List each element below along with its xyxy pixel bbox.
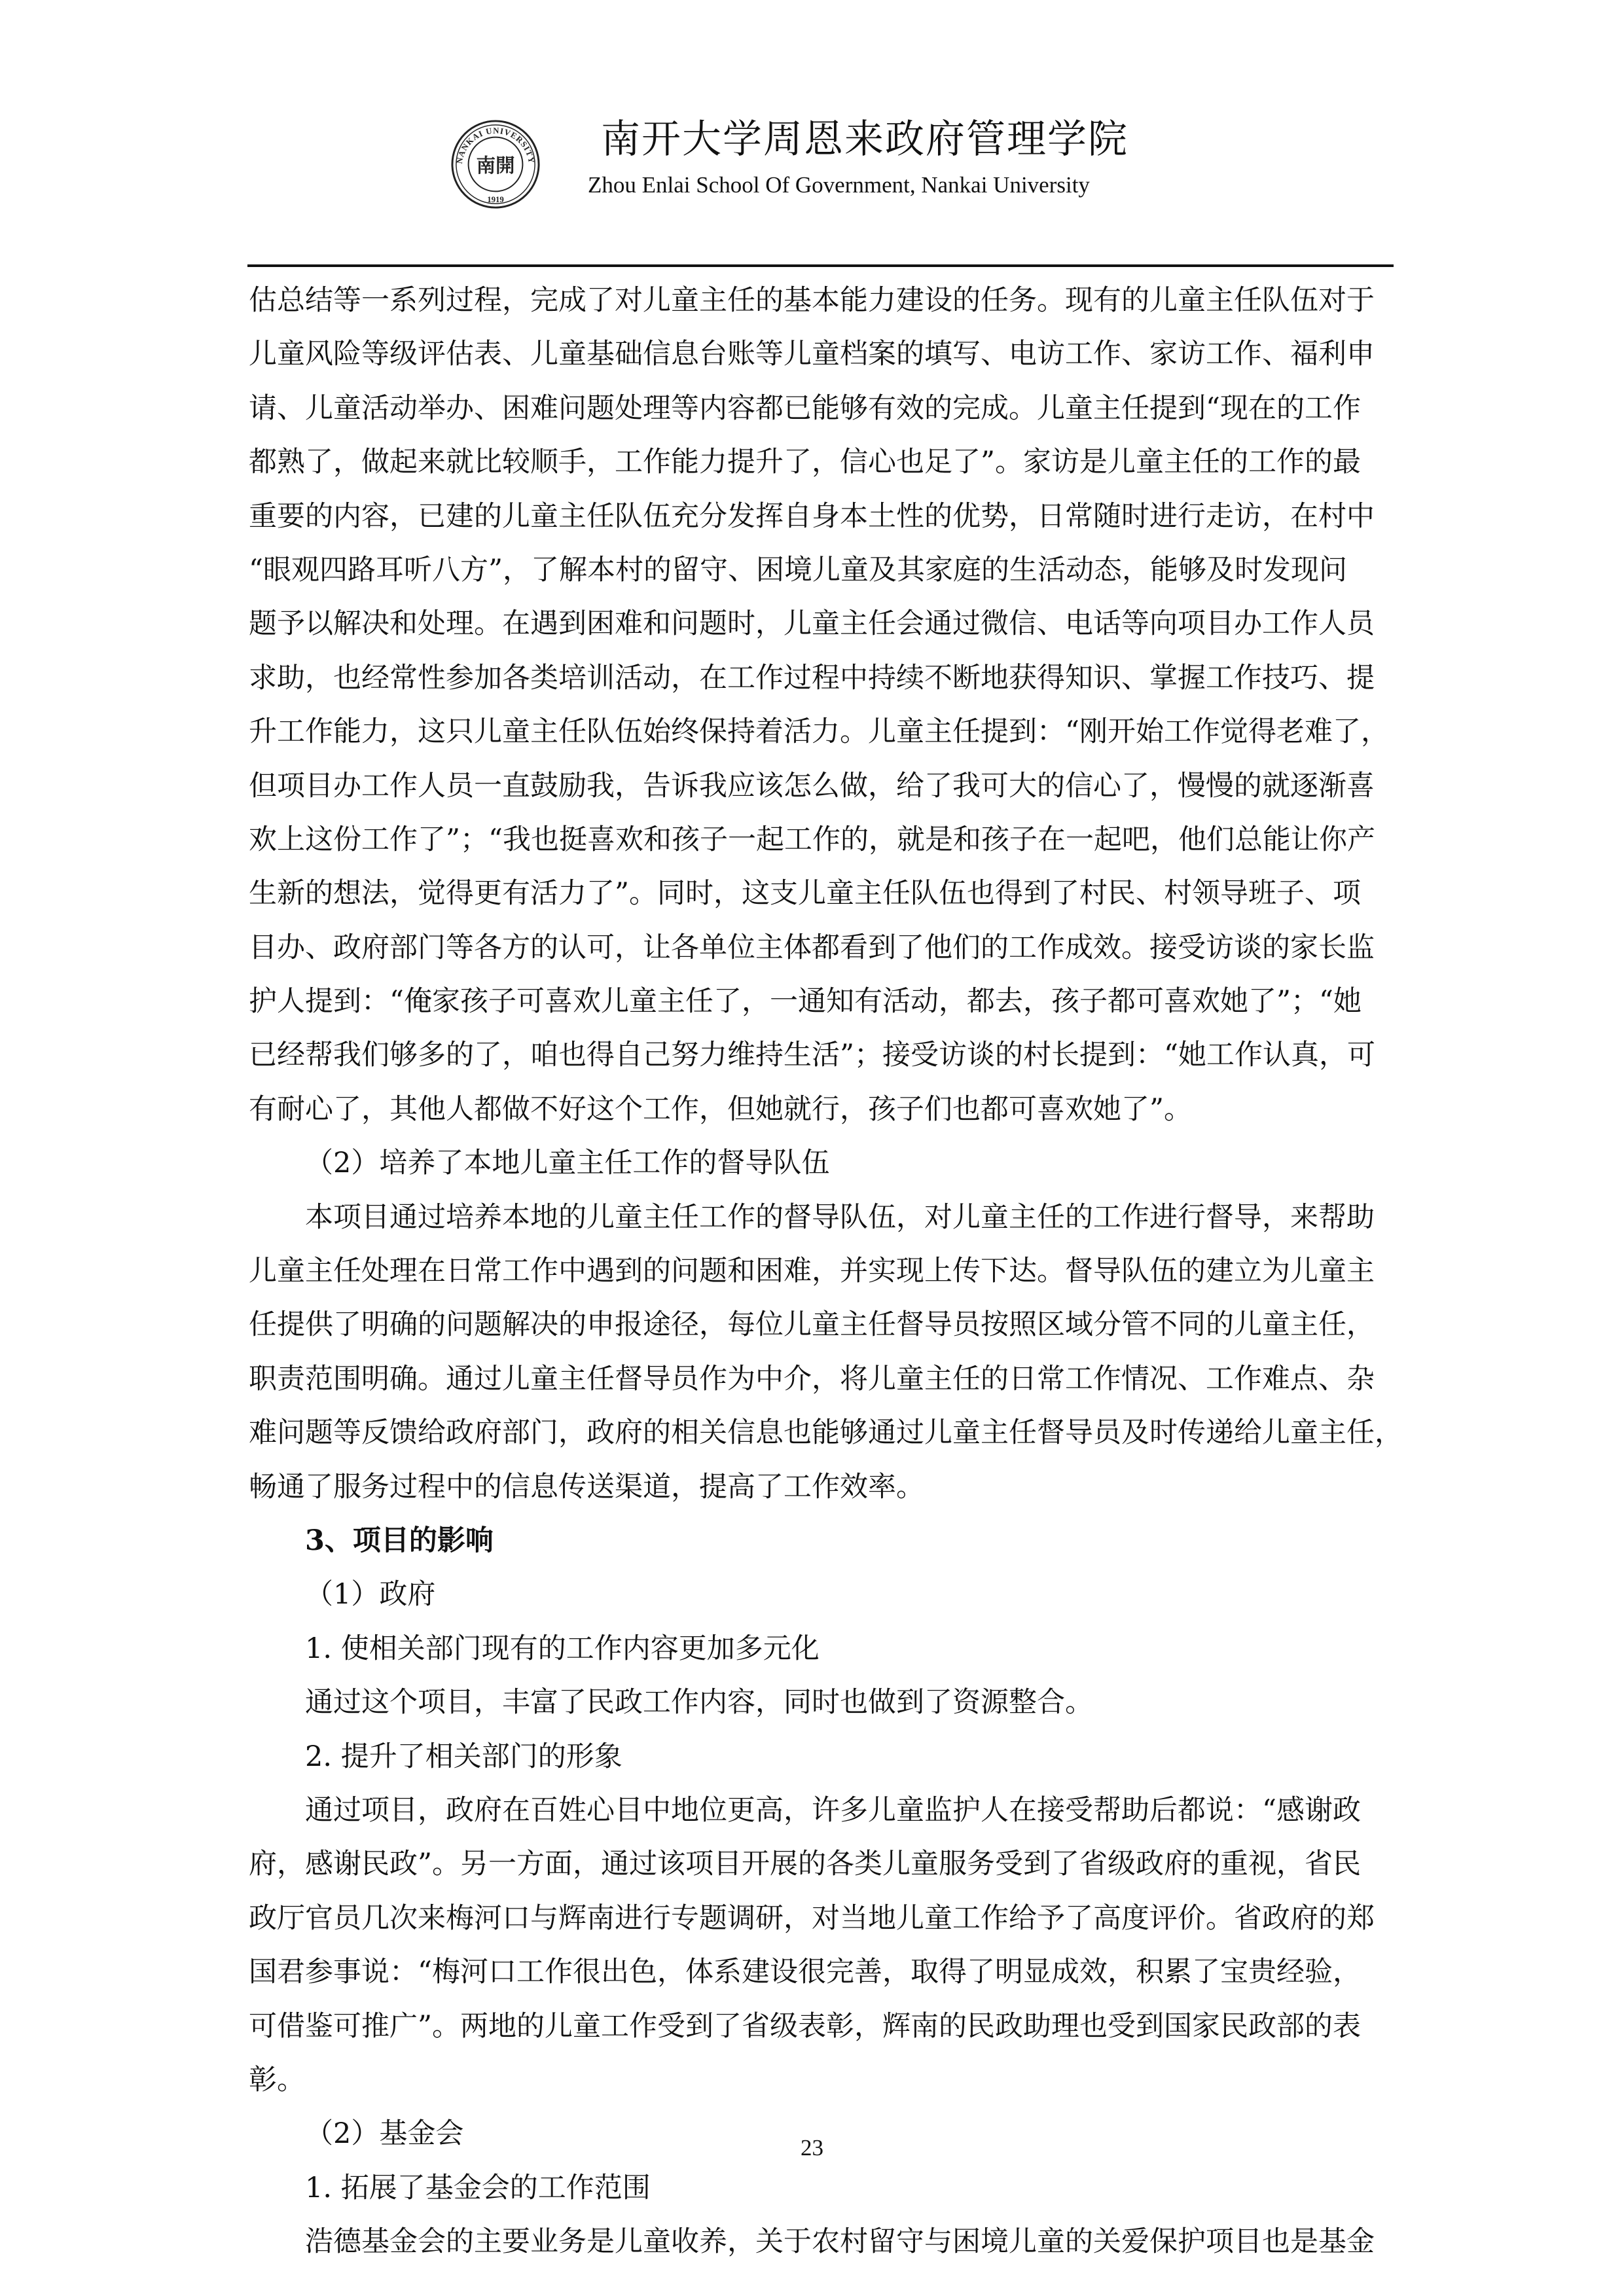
text-line: 儿童主任处理在日常工作中遇到的问题和困难，并实现上传下达。督导队伍的建立为儿童主 — [249, 1255, 1375, 1288]
text-line: 已经帮我们够多的了，咱也得自己努力维持生活”；接受访谈的村长提到：“她工作认真，可 — [249, 1039, 1375, 1072]
subsection-heading: （2）基金会 — [305, 2117, 464, 2151]
text-line: 通过这个项目，丰富了民政工作内容，同时也做到了资源整合。 — [305, 1686, 1093, 1719]
subsection-heading: （2）培养了本地儿童主任工作的督导队伍 — [305, 1147, 830, 1180]
text-line: 重要的内容，已建的儿童主任队伍充分发挥自身本土性的优势，日常随时进行走访，在村中 — [249, 499, 1375, 533]
numbered-heading: 2. 提升了相关部门的形象 — [305, 1740, 623, 1773]
text-line: 目办、政府部门等各方的认可，让各单位主体都看到了他们的工作成效。接受访谈的家长监 — [249, 931, 1375, 964]
text-line: 政厅官员几次来梅河口与辉南进行专题调研，对当地儿童工作给予了高度评价。省政府的郑 — [249, 1901, 1375, 1935]
text-line: 估总结等一系列过程，完成了对儿童主任的基本能力建设的任务。现有的儿童主任队伍对于 — [249, 284, 1375, 317]
page-number: 23 — [801, 2135, 823, 2161]
institution-name-en: Zhou Enlai School Of Government, Nankai University — [588, 172, 1090, 198]
text-line: 生新的想法，觉得更有活力了”。同时，这支儿童主任队伍也得到了村民、村领导班子、项 — [249, 877, 1361, 910]
text-line: 题予以解决和处理。在遇到困难和问题时，儿童主任会通过微信、电话等向项目办工作人员 — [249, 607, 1375, 641]
text-line: 请、儿童活动举办、困难问题处理等内容都已能够有效的完成。儿童主任提到“现在的工作 — [249, 391, 1361, 425]
text-line: 难问题等反馈给政府部门，政府的相关信息也能够通过儿童主任督导员及时传递给儿童主任， — [249, 1416, 1403, 1450]
text-line: 国君参事说：“梅河口工作很出色，体系建设很完善，取得了明显成效，积累了宝贵经验， — [249, 1956, 1361, 1989]
text-line: 欢上这份工作了”；“我也挺喜欢和孩子一起工作的，就是和孩子在一起吧，他们总能让你产 — [249, 823, 1375, 856]
text-line: 本项目通过培养本地的儿童主任工作的督导队伍，对儿童主任的工作进行督导，来帮助 — [305, 1200, 1375, 1234]
text-line: 儿童风险等级评估表、儿童基础信息台账等儿童档案的填写、电访工作、家访工作、福利申 — [249, 338, 1375, 371]
text-line: 都熟了，做起来就比较顺手，工作能力提升了，信心也足了”。家访是儿童主任的工作的最 — [249, 446, 1361, 479]
header-rule — [247, 264, 1394, 267]
subsection-heading: （1）政府 — [305, 1578, 436, 1611]
text-line: 浩德基金会的主要业务是儿童收养，关于农村留守与困境儿童的关爱保护项目也是基金 — [305, 2225, 1375, 2259]
svg-text:1919: 1919 — [487, 195, 504, 205]
text-line: 可借鉴可推广”。两地的儿童工作受到了省级表彰，辉南的民政助理也受到国家民政部的表 — [249, 2009, 1361, 2043]
university-seal-logo — [450, 119, 541, 209]
text-line: 但项目办工作人员一直鼓励我，告诉我应该怎么做，给了我可大的信心了，慢慢的就逐渐喜 — [249, 769, 1375, 802]
numbered-heading: 1. 使相关部门现有的工作内容更加多元化 — [305, 1632, 820, 1665]
text-line: 彰。 — [249, 2063, 305, 2096]
text-line: 府，感谢民政”。另一方面，通过该项目开展的各类儿童服务受到了省级政府的重视，省民 — [249, 1848, 1361, 1881]
text-line: 有耐心了，其他人都做不好这个工作，但她就行，孩子们也都可喜欢她了”。 — [249, 1092, 1192, 1126]
text-line: 护人提到：“俺家孩子可喜欢儿童主任了，一通知有活动，都去，孩子都可喜欢她了”；“她 — [249, 985, 1362, 1018]
text-line: “眼观四路耳听八方”，了解本村的留守、困境儿童及其家庭的生活动态，能够及时发现问 — [249, 553, 1347, 586]
text-line: 畅通了服务过程中的信息传送渠道，提高了工作效率。 — [249, 1470, 924, 1503]
svg-text:南開: 南開 — [476, 153, 515, 177]
text-line: 通过项目，政府在百姓心目中地位更高，许多儿童监护人在接受帮助后都说：“感谢政 — [305, 1793, 1361, 1827]
text-line: 职责范围明确。通过儿童主任督导员作为中介，将儿童主任的日常工作情况、工作难点、杂 — [249, 1362, 1375, 1395]
numbered-heading: 1. 拓展了基金会的工作范围 — [305, 2171, 651, 2204]
text-line: 任提供了明确的问题解决的申报途径，每位儿童主任督导员按照区域分管不同的儿童主任， — [249, 1308, 1375, 1342]
section-heading: 3、项目的影响 — [305, 1524, 494, 1557]
document-body — [249, 274, 1403, 2269]
text-line: 升工作能力，这只儿童主任队伍始终保持着活力。儿童主任提到：“刚开始工作觉得老难了， — [249, 715, 1389, 749]
text-line: 求助，也经常性参加各类培训活动，在工作过程中持续不断地获得知识、掌握工作技巧、提 — [249, 661, 1375, 694]
svg-text:NANKAI UNIVERSITY: NANKAI UNIVERSITY — [454, 126, 537, 165]
page-header — [0, 0, 1624, 268]
institution-name-cn: 南开大学周恩来政府管理学院 — [601, 117, 1128, 162]
